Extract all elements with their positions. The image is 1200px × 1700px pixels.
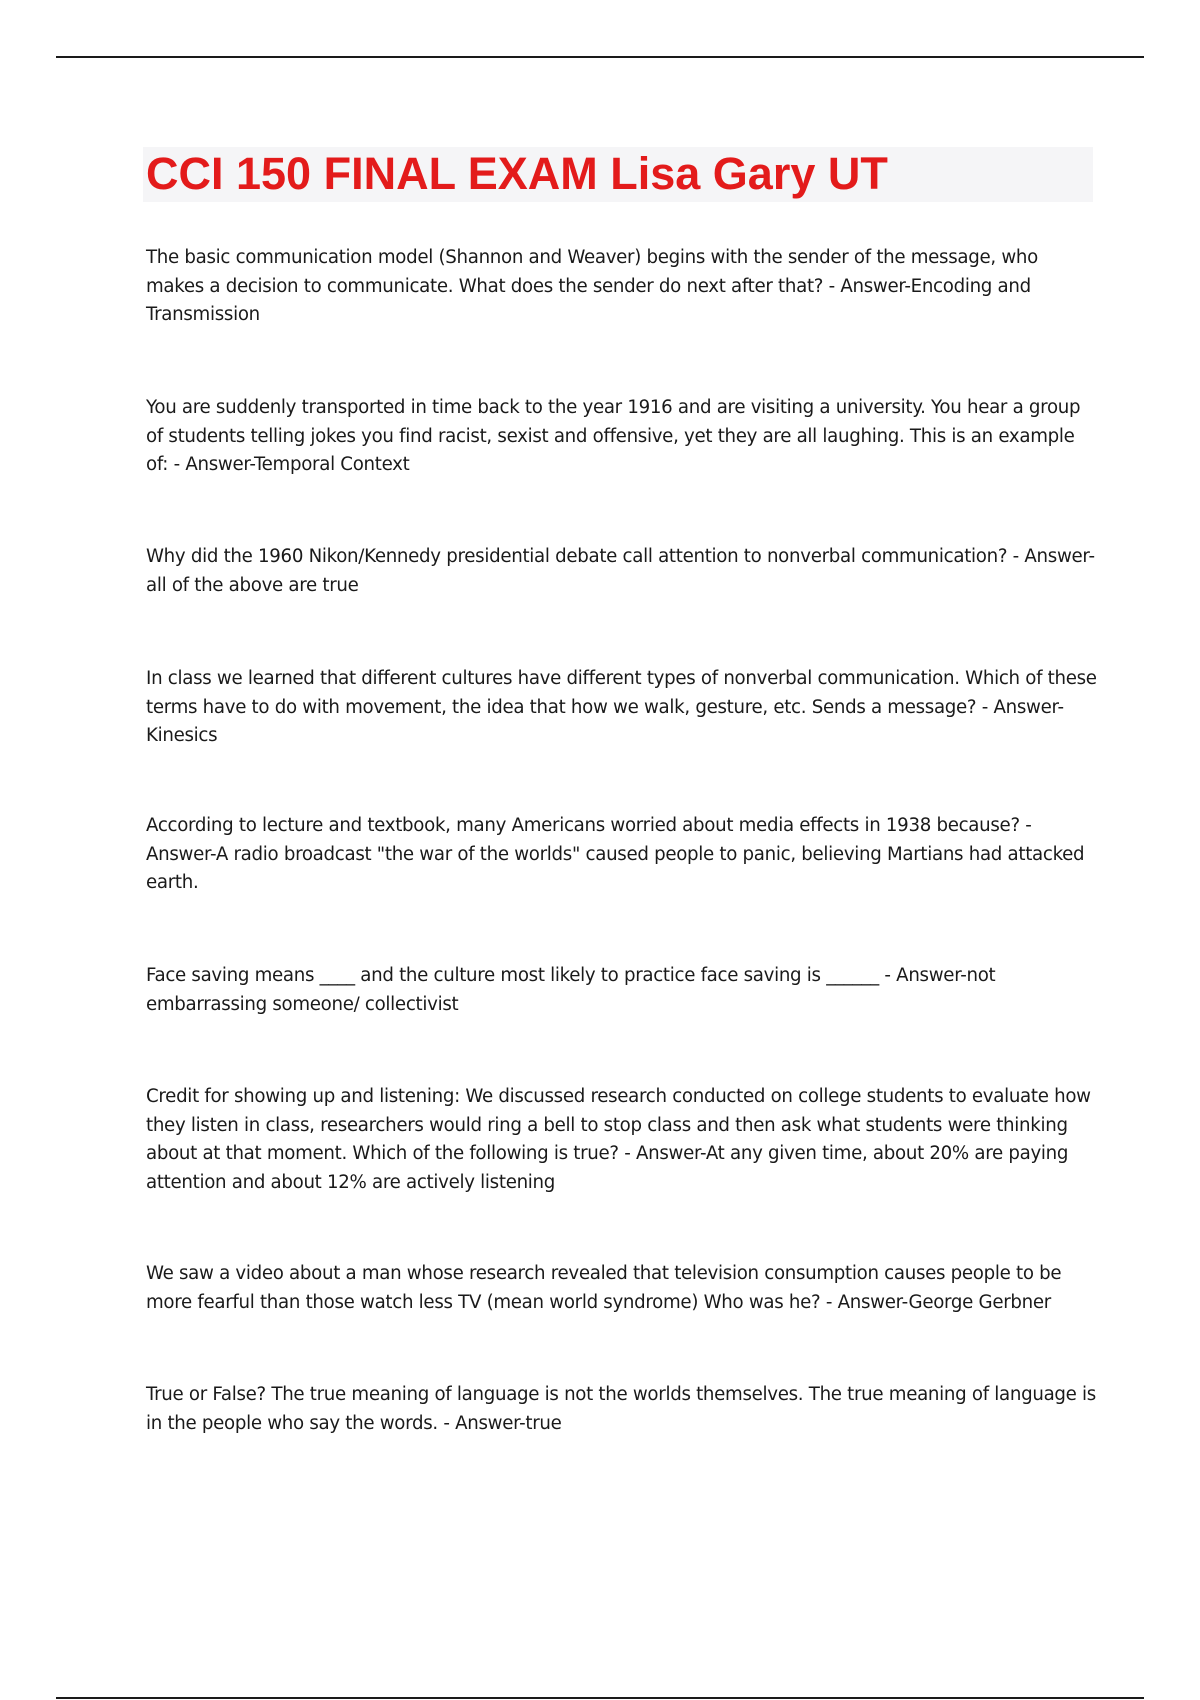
qa-item-4: In class we learned that different cultures have different types of nonverbal communication. Which of these terms have to do with movement, the idea that how we walk, gesture, etc. Sends a message? - Answer-Kinesics (146, 668, 1097, 746)
qa-item-3: Why did the 1960 Nikon/Kennedy presidential debate call attention to nonverbal communication? - Answer-all of the above are true (146, 546, 1095, 596)
qa-item-1: The basic communication model (Shannon and Weaver) begins with the sender of the message, who makes a decision to communicate. What does the sender do next after that? - Answer-Encoding and Transmission (146, 247, 1038, 325)
qa-item-8: We saw a video about a man whose research revealed that television consumption causes people to be more fearful than those watch less TV (mean world syndrome) Who was he? - Answer-George Gerbner (146, 1263, 1062, 1313)
qa-item-9: True or False? The true meaning of language is not the worlds themselves. The true meaning of language is in the people who say the words. - Answer-true (146, 1384, 1096, 1434)
qa-item-5: According to lecture and textbook, many Americans worried about media effects in 1938 because? - Answer-A radio broadcast "the war of the worlds" caused people to panic, believing Martians had attacked earth. (146, 815, 1085, 893)
qa-item-6: Face saving means ____ and the culture most likely to practice face saving is ______ - Answer-not embarrassing someone/ collectivist (146, 965, 996, 1015)
header-rule (56, 56, 1144, 58)
document-title: CCI 150 FINAL EXAM Lisa Gary UT (146, 148, 888, 199)
qa-item-2: You are suddenly transported in time back to the year 1916 and are visiting a university. You hear a group of students telling jokes you find racist, sexist and offensive, yet they are all laughing. This is an example of: - Answer-Temporal Context (146, 397, 1081, 475)
qa-item-7: Credit for showing up and listening: We discussed research conducted on college students to evaluate how they listen in class, researchers would ring a bell to stop class and then ask what students were thinking about at that moment. Which of the following is true? - Answer-At any given time, about 20% are paying attention and about 12% are actively listening (146, 1086, 1091, 1193)
footer-rule (56, 1697, 1144, 1699)
